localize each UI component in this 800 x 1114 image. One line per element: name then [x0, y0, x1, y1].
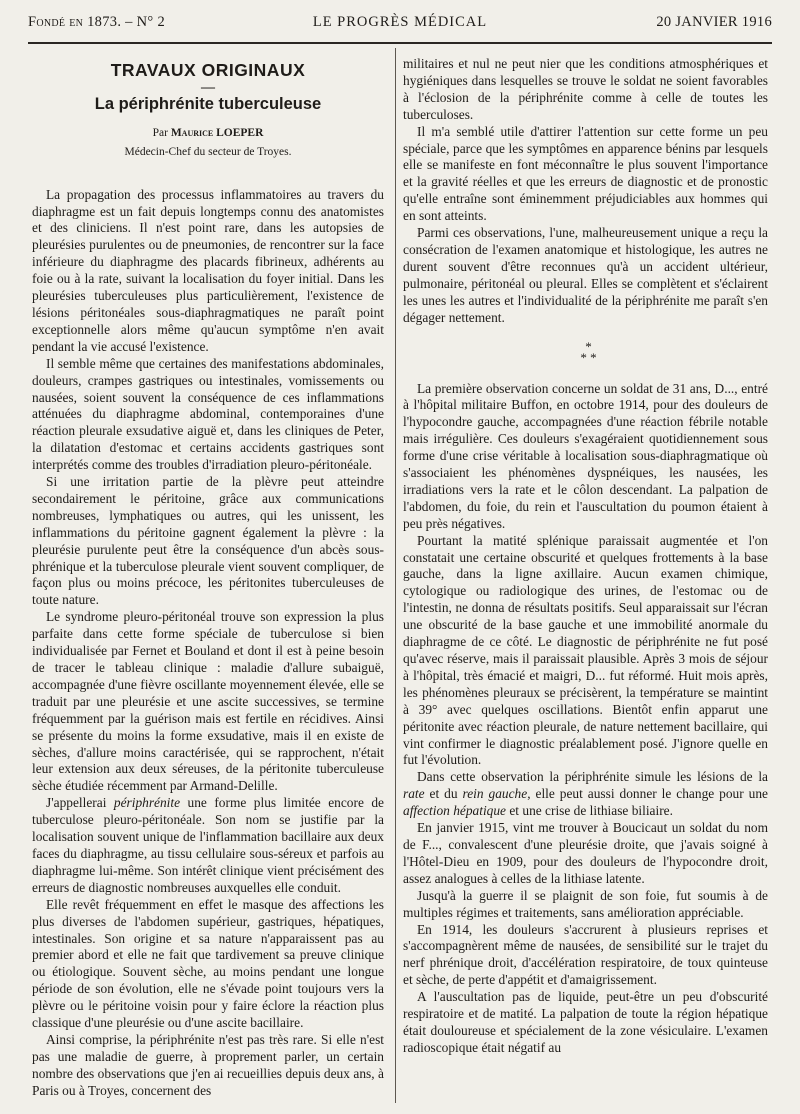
paragraph: Elle revêt fréquemment en effet le masque des affections les plus diverses de l'abdomen supérieur, gastriques, hépatiques, intestinales. Son origine et sa nature n'apparaissent pas au premier abord et elle ne fait que tardivement sa preuve clinique ou étiologique. Souvent sèche, au moins pendant une longue période de son évolution, elle ne s'évade point toujours vers la plèvre ou le péritoine voisin pour y faire éclore la réaction plus classique d'une pleurésie ou d'une ascite bacillaire.: [32, 896, 384, 1031]
paragraph: En 1914, les douleurs s'accrurent à plusieurs reprises et s'accompagnèrent même de nausées, de sensibilité sur le trajet du nerf phrénique droit, d'accélération respiratoire, de toux quinteuse et sèche, de perte d'appétit et d'amaigrissement.: [403, 921, 768, 988]
paragraph: Jusqu'à la guerre il se plaignit de son foie, fut soumis à de multiples régimes et traitements, sans amélioration appréciable.: [403, 887, 768, 920]
paragraph: Le syndrome pleuro-péritonéal trouve son expression la plus parfaite dans cette forme spéciale de tuberculose si bien individualisée par Fernet et Bouland et dont il est à peine besoin de tracer le tableau clinique : maladie d'allure subaiguë, accompagnée d'une fièvre oscillante moyennement élevée, elle se traduit par une pleurésie et une ascite successives, se termine fréquemment par la guérison mais est fertile en récidives. Ainsi se présente du moins la forme exsudative, mais il en existe de sèches, d'allure moins caractérisée, qui se rapprochent, n'était leur extension aux deux séreuses, de la péritonite tuberculeuse sèche étudiée récemment par Armand-Delille.: [32, 609, 384, 794]
left-column: [32, 52, 384, 1100]
byline: [32, 125, 384, 142]
paragraph: En janvier 1915, vint me trouver à Boucicaut un soldat du nom de F..., convalescent d'une pleurésie droite, que j'avais soigné à l'Hôtel-Dieu en 1909, pour des douleurs de l'hypocondre droit, assez analogues à celles de la lithiase latente.: [403, 820, 768, 886]
section-title: TRAVAUX ORIGINAUX: [110, 60, 306, 80]
right-column: [403, 56, 768, 1057]
issue-number: – N° 2: [121, 14, 165, 30]
paragraph: Parmi ces observations, l'une, malheureusement unique a reçu la consécration de l'examen anatomique et histologique, les autres ne durent souvent d'être reconnues qu'à un accident ultérieur, pulmonaire, péritonéal ou pleural. Elles se complètent et s'éclairent les unes les autres et l'individualité de la périphrénite me paraît s'en dégager nettement.: [403, 225, 768, 325]
founded-line: Fondé en 1873.: [28, 14, 122, 30]
italic-term: rein gauche: [462, 786, 528, 802]
paragraph: Pourtant la matité splénique paraissait augmentée et l'on constatait une certaine obscurité et quelques frottements à la base gauche, dans la ligne axillaire. Aucun examen chimique, cytologique ou radiologique des urines, de l'estomac ou de l'intestin, ne donna de résultats positifs. Seul apparaissait sur l'écran une obscurité de la base gauche et une immobilité anormale du diaphragme de ce côté. Le diagnostic de périphrénite ne fut posé qu'avec réserve, mais il paraissait plausible. Après 3 mois de séjour à l'hôpital, très émacié et maigri, D... fut réformé. Huit mois après, les phénomènes pleuraux se précisèrent, la température se maintint à 39° avec quelques oscillations. Bientôt enfin apparut une péritonite avec réaction pleurale, de nature nettement bacillaire, qui vint confirmer le diagnostic préalablement posé. J'ignore quelle en fut l'évolution.: [403, 532, 768, 768]
right-body-b: [403, 381, 768, 1057]
paragraph: La propagation des processus inflammatoires au travers du diaphragme est un fait depuis longtemps connu des anatomistes et des cliniciens. Il n'est point rare, dans les autopsies de pleurésies purulentes ou de pneumonies, de rencontrer sur la face inférieure du diaphragme des placards fibrineux, adhérents au foie ou à la rate, suivant la localisation du foyer initial. Dans les pleurésies tuberculeuses plus particulièrement, l'existence de lésions péritonéales sous-diaphragmatiques ne paraît point exceptionnelle alors même qu'aucun symptôme n'en avait pendant la vie accusé l'existence.: [32, 186, 384, 354]
asterism-top: *: [585, 338, 592, 354]
author-affiliation: Médecin-Chef du secteur de Troyes.: [124, 145, 292, 158]
italic-term: rate: [403, 786, 425, 802]
journal-name: LE PROGRÈS MÉDICAL: [312, 14, 488, 30]
right-body-a: [403, 56, 768, 327]
paragraph: militaires et nul ne peut nier que les conditions atmosphériques et hygiéniques dans lesquelles se trouve le soldat ne soient favorables à l'éclosion de la périphrénite comme à celle de toutes les tuberculoses.: [403, 56, 768, 122]
paragraph: Dans cette observation la périphrénite simule les lésions de la rate et du rein gauche, elle peut aussi donner le change pour une affection hépatique et une crise de lithiase biliaire.: [403, 769, 768, 819]
paragraph: J'appellerai périphrénite une forme plus limitée encore de tuberculose pleuro-péritonéale. Son nom se justifie par la localisation souvent unique de l'inflammation bacillaire aux deux faces du diaphragme, au tissu cellulaire sous-séreux et parfois au diaphragme lui-même. Son intérêt clinique vient précisément des erreurs de diagnostic nombreuses auxquelles elle conduit.: [32, 795, 384, 895]
italic-term: périphrénite: [113, 795, 181, 811]
paragraph: Il m'a semblé utile d'attirer l'attention sur cette forme un peu spéciale, parce que les symptômes en apparence bénins par lesquels elle se manifeste en font méconnaître le plus souvent l'importance et la gravité réelles et que les erreurs de diagnostic et de pronostic qu'elle entraîne sont éminemment préjudiciables aux hommes qui en sont atteints.: [403, 123, 768, 224]
issue-date: 20 JANVIER 1916: [656, 14, 772, 30]
article-title: La périphrénite tuberculeuse: [94, 94, 322, 113]
paragraph: Ainsi comprise, la périphrénite n'est pas très rare. Si elle n'est pas une maladie de guerre, à proprement parler, un certain nombre des observations que j'en ai recueillies depuis deux ans, à Paris ou à Troyes, concernent des: [32, 1031, 384, 1098]
left-body: [32, 187, 384, 1100]
author-name: Maurice LOEPER: [170, 126, 264, 139]
paragraph: Il semble même que certaines des manifestations abdominales, douleurs, crampes gastriques ou intestinales, vomissements ou nausées, soient souvent la conséquence de ces inflammations atténuées du diaphragme abdominal, contemporaines d'une réaction pleurale exsudative aiguë et, dans les cliniques de Peter, la dilatation d'estomac et certains accidents gastriques sont interprétés comme des troubles d'irradiation pleuro-péritonéale.: [32, 355, 384, 473]
asterism-bottom: * *: [580, 349, 597, 365]
asterism: [409, 338, 768, 365]
running-header: [28, 14, 772, 36]
italic-term: affection hépatique: [403, 803, 507, 819]
header-rule: [28, 42, 772, 44]
byline-prefix: Par: [152, 126, 171, 139]
column-rule: [395, 48, 396, 1103]
paragraph: A l'auscultation pas de liquide, peut-être un peu d'obscurité respiratoire et de matité. La palpation de toute la région hépatique était douloureuse et spécialement de la zone vésiculaire. L'examen radioscopique était négatif au: [403, 989, 768, 1055]
paragraph: Si une irritation partie de la plèvre peut atteindre secondairement le péritoine, grâce aux communications nombreuses, lymphatiques ou autres, qui les unissent, les inflammations du péritoine gagnent également la plèvre : la pleurésie purulente peut être la conséquence d'un abcès sous-phrénique et la tuberculose pleurale vient souvent compliquer, de façon plus ou moins précoce, les péritonites tuberculeuses de toute nature.: [32, 474, 384, 608]
title-dash: —: [201, 79, 215, 95]
paragraph: La première observation concerne un soldat de 31 ans, D..., entré à l'hôpital militaire Buffon, en octobre 1914, pour des douleurs de l'hypocondre gauche, accompagnées d'une réaction fébrile notable mais irrégulière. Ces douleurs s'exagéraient quotidiennement sous forme d'une crise véritable à localisation sous-diaphragmatique où s'associaient les phénomènes dyspnéiques, les nausées, les irradiations vers la rate et le côlon descendant. La palpation de l'abdomen, du foie, du rein et l'auscultation du poumon étaient à peu près négatives.: [403, 380, 768, 531]
